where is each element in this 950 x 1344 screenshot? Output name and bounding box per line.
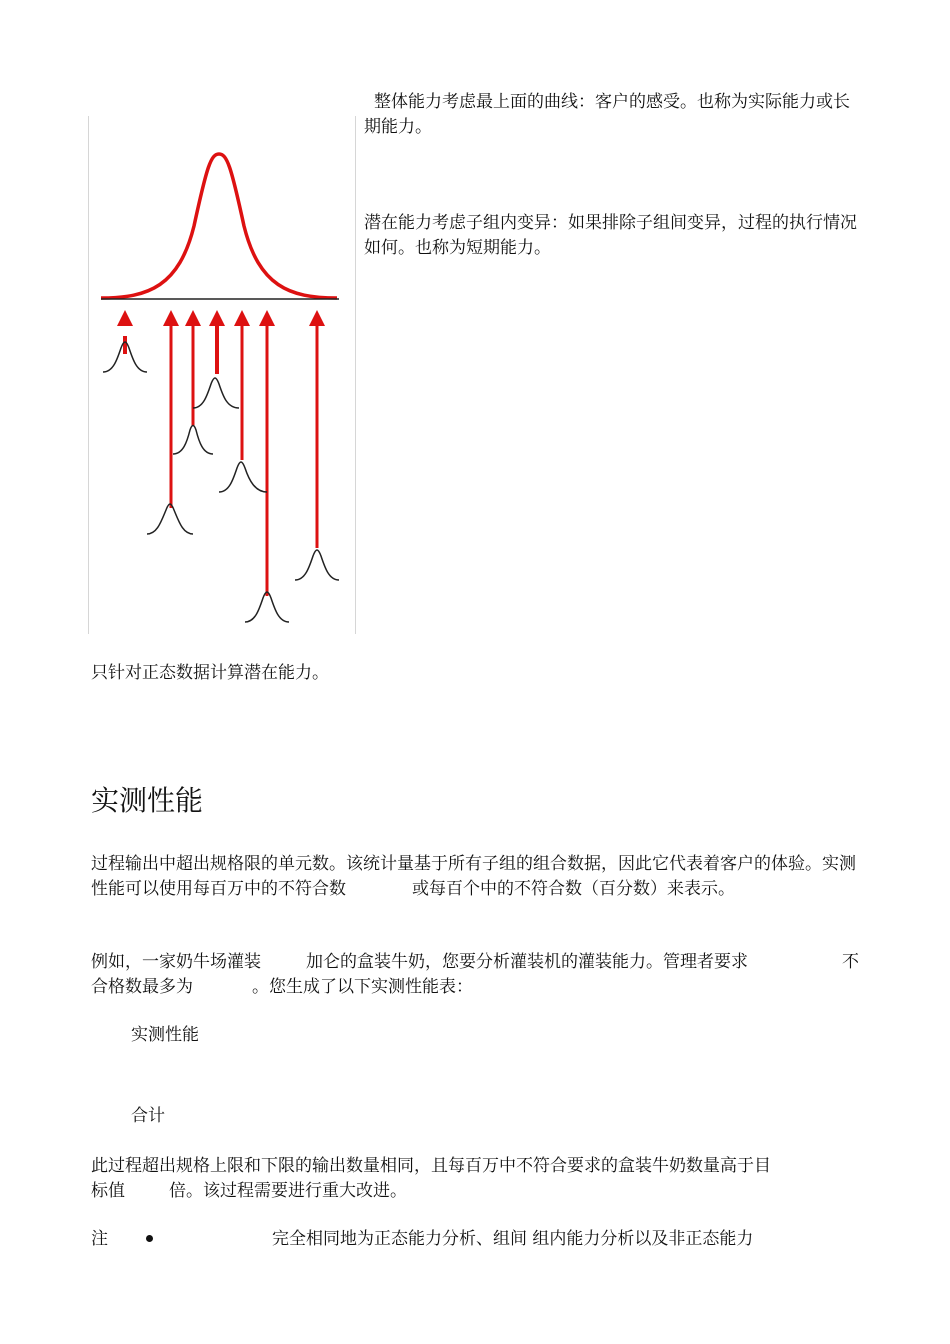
paragraph-2-part-d: 合格数最多为 <box>91 977 193 997</box>
arrow-7 <box>309 310 325 548</box>
overall-capability-text: 整体能力考虑最上面的曲线：客户的感受。也称为实际能力或长期能力。 <box>364 92 850 137</box>
arrow-2 <box>163 310 179 508</box>
normal-data-note: 只针对正态数据计算潜在能力。 <box>91 663 329 683</box>
subgroup-curve-6 <box>295 550 339 580</box>
paragraph-1-text: 过程输出中超出规格限的单元数。该统计量基于所有子组的组合数据，因此它代表着客户的体验。实测性能可以使用每百万中的不符合数 <box>91 854 856 899</box>
bullet-icon <box>146 1235 153 1242</box>
paragraph-3-part-b: 标值 <box>91 1181 125 1201</box>
subgroup-curve-2 <box>193 378 239 408</box>
table-total-label: 合计 <box>131 1106 165 1126</box>
paragraph-2-part-c: 不 <box>842 952 859 972</box>
paragraph-2-part-a: 例如，一家奶牛场灌装 <box>91 952 261 972</box>
paragraph-3-part-c: 倍。该过程需要进行重大改进。 <box>169 1181 407 1201</box>
note-text: 完全相同地为正态能力分析、组间 组内能力分析以及非正态能力 <box>272 1229 754 1249</box>
paragraph-2-part-b: 加仑的盒装牛奶，您要分析灌装机的灌装能力。管理者要求 <box>306 952 748 972</box>
paragraph-3-line-1: 此过程超出规格上限和下限的输出数量相同，且每百万中不符合要求的盒装牛奶数量高于目 <box>91 1156 771 1176</box>
potential-capability-text: 潜在能力考虑子组内变异：如果排除子组间变异，过程的执行情况如何。也称为短期能力。 <box>364 213 857 258</box>
capability-figure <box>88 116 356 634</box>
subgroup-curve-7 <box>245 592 289 622</box>
arrow-5 <box>234 310 250 460</box>
paragraph-1 <box>91 852 863 902</box>
subgroup-curve-5 <box>147 504 193 534</box>
paragraph-2-part-e: 。您生成了以下实测性能表： <box>252 977 473 997</box>
capability-diagram <box>89 116 355 634</box>
subgroup-curve-3 <box>173 426 213 455</box>
table-title: 实测性能 <box>131 1025 199 1045</box>
overall-curve <box>101 154 337 298</box>
paragraph-1-tail: 或每百个中的不符合数（百分数）来表示。 <box>412 879 735 899</box>
paragraph-2-line-1 <box>91 950 261 975</box>
note-label: 注 <box>91 1229 108 1249</box>
subgroup-curve-4 <box>219 462 267 492</box>
arrow-1 <box>117 310 133 354</box>
arrow-4 <box>209 310 225 374</box>
section-title: 实测性能 <box>91 784 204 817</box>
arrow-6 <box>259 310 275 596</box>
